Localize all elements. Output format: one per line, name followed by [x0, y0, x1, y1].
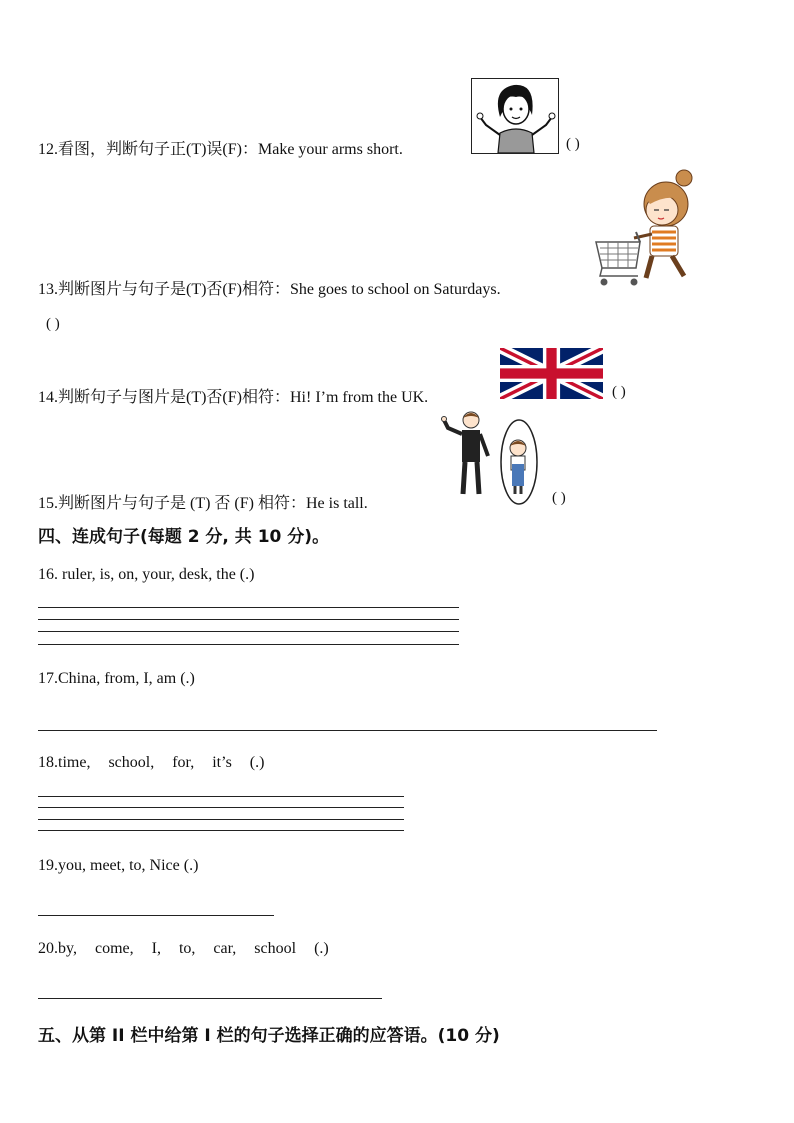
uk-flag-icon: [500, 348, 603, 399]
word-token: I,: [151, 940, 161, 957]
question-16: 16. ruler, is, on, your, desk, the (.): [38, 566, 255, 583]
writing-line: [38, 830, 404, 831]
writing-line: [38, 607, 459, 608]
question-12-text: 12.看图，判断句子正(T)误(F)：Make your arms short.: [38, 141, 403, 158]
word-token: 18.time,: [38, 754, 91, 771]
answer-blank-13[interactable]: ( ): [46, 316, 60, 332]
writing-line: [38, 796, 404, 797]
question-15: [38, 490, 368, 513]
person-shrugging-icon: [471, 78, 559, 154]
writing-line: [38, 807, 404, 808]
answer-line-17[interactable]: [38, 730, 657, 731]
answer-line-20[interactable]: [38, 998, 382, 999]
answer-blank-14[interactable]: ( ): [612, 384, 626, 400]
tall-man-and-boy-icon: [438, 408, 548, 508]
word-token: (.): [314, 940, 329, 957]
word-token: come,: [94, 940, 134, 957]
word-token: to,: [178, 940, 196, 957]
question-17: 17.China, from, I, am (.): [38, 670, 195, 687]
writing-line: [38, 631, 459, 632]
question-20: [38, 940, 347, 958]
question-19: 19.you, meet, to, Nice (.): [38, 857, 199, 874]
word-token: 20.by,: [38, 940, 77, 957]
question-18: [38, 754, 282, 772]
word-token: (.): [249, 754, 265, 771]
writing-line: [38, 619, 459, 620]
word-token: school: [254, 940, 297, 957]
answer-blank-12[interactable]: ( ): [566, 136, 580, 152]
answer-blank-15[interactable]: ( ): [552, 490, 566, 506]
writing-line: [38, 819, 404, 820]
question-12: [38, 136, 403, 159]
answer-line-19[interactable]: [38, 915, 274, 916]
girl-pushing-cart-icon: [592, 168, 702, 292]
writing-line: [38, 644, 459, 645]
word-token: school,: [108, 754, 155, 771]
question-13: [38, 276, 501, 299]
question-14: [38, 384, 428, 407]
question-13-text: 13.判断图片与句子是(T)否(F)相符：She goes to school on Saturdays.: [38, 281, 501, 298]
question-15-text: 15.判断图片与句子是 (T) 否 (F) 相符：He is tall.: [38, 495, 368, 512]
word-token: car,: [213, 940, 237, 957]
section-4-title: 四、连成句子(每题 2 分, 共 10 分)。: [38, 527, 330, 547]
section-5-title: 五、从第 II 栏中给第 I 栏的句子选择正确的应答语。(10 分): [38, 1026, 500, 1046]
word-token: it’s: [212, 754, 232, 771]
word-token: for,: [172, 754, 195, 771]
question-14-text: 14.判断句子与图片是(T)否(F)相符：Hi! I’m from the UK.: [38, 389, 429, 406]
